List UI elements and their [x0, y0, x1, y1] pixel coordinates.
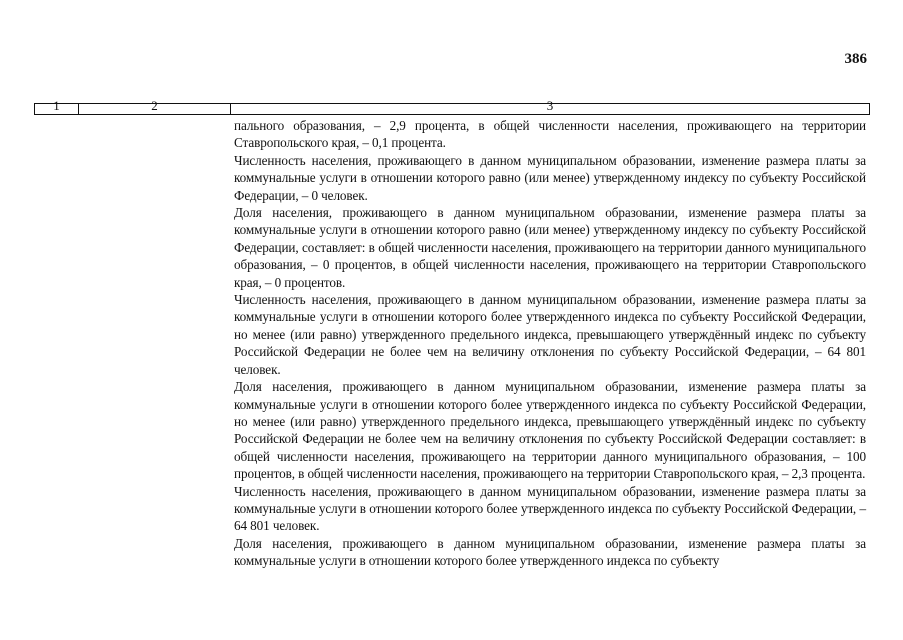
column-number-2: 2 [151, 98, 158, 113]
paragraph: Доля населения, проживающего в данном муниципальном образовании, изменение размера платы за коммунальные услуги в отношении которого более утвержденного индекса по субъекту [234, 535, 866, 569]
table-header-cell-2 [79, 98, 231, 114]
paragraph: Численность населения, проживающего в данном муниципальном образовании, изменение размера платы за коммунальные услуги в отношении которого более утвержденного индекса по субъекту Российской Федерации, – 64 801 человек. [234, 483, 866, 534]
paragraph: Доля населения, проживающего в данном муниципальном образовании, изменение размера платы за коммунальные услуги в отношении которого более утвержденного индекса по субъекту Российской Федерации, но менее (или равно) утвержденного предельного индекса, превышающего утверждённый индекс по субъекту Российской Федерации не более чем на величину отклонения по субъекту Российской Федерации составляет: в общей численности населения, проживающего на территории данного муниципального образования, – 100 процентов, в общей численности населения, проживающего на территории Ставропольского края, – 2,3 процента. [234, 379, 866, 482]
table-header-row [34, 98, 870, 115]
column-3-text [234, 117, 866, 570]
paragraph: Численность населения, проживающего в данном муниципальном образовании, изменение размера платы за коммунальные услуги в отношении которого равно (или менее) утвержденному индексу по субъекту Российской Федерации, – 0 человек. [234, 152, 866, 203]
table-header-cell-3 [231, 98, 869, 114]
column-number-1: 1 [53, 98, 60, 113]
page-number: 386 [844, 51, 867, 67]
paragraph: Доля населения, проживающего в данном муниципальном образовании, изменение размера платы за коммунальные услуги в отношении которого равно (или менее) утвержденному индексу по субъекту Российской Федерации, составляет: в общей численности населения, проживающего на территории данного муниципального образования, – 0 процентов, в общей численности населения, проживающего на территории Ставропольского края, – 0 процентов. [234, 205, 866, 290]
paragraph: Численность населения, проживающего в данном муниципальном образовании, изменение размера платы за коммунальные услуги в отношении которого более утвержденного индекса по субъекту Российской Федерации, но менее (или равно) утвержденного предельного индекса, превышающего утверждённый индекс по субъекту Российской Федерации не более чем на величину отклонения по субъекту Российской Федерации, – 64 801 человек. [234, 292, 866, 377]
table-header-cell-1 [35, 98, 79, 114]
paragraph: пального образования, – 2,9 процента, в общей численности населения, проживающего на территории Ставропольского края, – 0,1 процента. [234, 118, 866, 151]
column-number-3: 3 [546, 98, 554, 113]
